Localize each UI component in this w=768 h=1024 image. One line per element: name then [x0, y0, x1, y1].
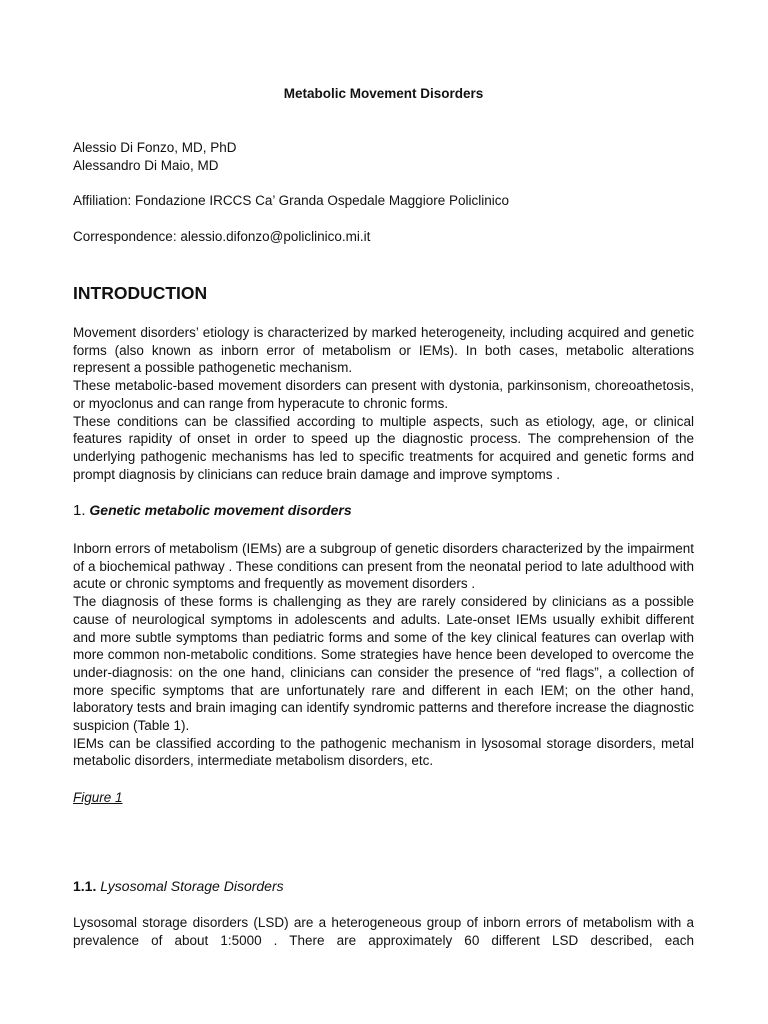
author-2: Alessandro Di Maio, MD — [73, 158, 219, 173]
section-1-body — [73, 540, 694, 770]
correspondence: Correspondence: alessio.difonzo@policlinico.mi.it — [73, 229, 371, 244]
subsection-title: Lysosomal Storage Disorders — [100, 878, 284, 894]
figure-1-link[interactable]: Figure 1 — [73, 790, 123, 805]
affiliation: Affiliation: Fondazione IRCCS Ca’ Granda Ospedale Maggiore Policlinico — [73, 193, 509, 208]
intro-paragraph: These metabolic-based movement disorders can present with dystonia, parkinsonism, choreoathetosis, or myoclonus and can range from hyperacute to chronic forms. — [73, 378, 694, 411]
section-paragraph: The diagnosis of these forms is challenging as they are rarely considered by clinicians as a possible cause of neurological symptoms in adolescents and adults. Late-onset IEMs usually exhibit different and more subtle symptoms than pediatric forms and some of the key clinical features can overlap with more common non-metabolic conditions. Some strategies have hence been developed to overcome the under-diagnosis: on the one hand, clinicians can consider the presence of “red flags”, a collection of more specific symptoms that are unfortunately rare and different in each IEM; on the other hand, laboratory tests and brain imaging can identify syndromic patterns and therefore increase the diagnostic suspicion (Table 1). — [73, 594, 694, 734]
document-title: Metabolic Movement Disorders — [283, 86, 484, 101]
section-paragraph: IEMs can be classified according to the pathogenic mechanism in lysosomal storage disorders, metal metabolic disorders, intermediate metabolism disorders, etc. — [73, 735, 694, 769]
author-1: Alessio Di Fonzo, MD, PhD — [73, 140, 237, 155]
intro-paragraph: Movement disorders’ etiology is characterized by marked heterogeneity, including acquired and genetic forms (also known as inborn error of metabolism or IEMs). In both cases, metabolic alterations represent a possible pathogenetic mechanism. — [73, 325, 694, 376]
introduction-body — [73, 324, 694, 483]
introduction-heading: INTRODUCTION — [73, 283, 208, 303]
section-1-heading — [73, 502, 352, 519]
intro-paragraph: These conditions can be classified according to multiple aspects, such as etiology, age, or clinical features rapidity of onset in order to speed up the diagnostic process. The comprehension of the underlying pathogenic mechanisms has led to specific treatments for acquired and genetic forms and prompt diagnosis by clinicians can reduce brain damage and improve symptoms . — [73, 413, 694, 482]
section-number: 1. — [73, 502, 86, 519]
subsection-number: 1.1. — [73, 878, 97, 894]
section-1-1-heading — [73, 878, 284, 894]
section-1-1-body — [73, 914, 694, 949]
subsection-paragraph: Lysosomal storage disorders (LSD) are a heterogeneous group of inborn errors of metabolism with a prevalence of about 1:5000 . There are approximately 60 different LSD described, each — [73, 915, 694, 948]
section-paragraph: Inborn errors of metabolism (IEMs) are a subgroup of genetic disorders characterized by the impairment of a biochemical pathway . These conditions can present from the neonatal period to late adulthood with acute or chronic symptoms and frequently as movement disorders . — [73, 541, 694, 592]
section-title: Genetic metabolic movement disorders — [89, 502, 352, 518]
